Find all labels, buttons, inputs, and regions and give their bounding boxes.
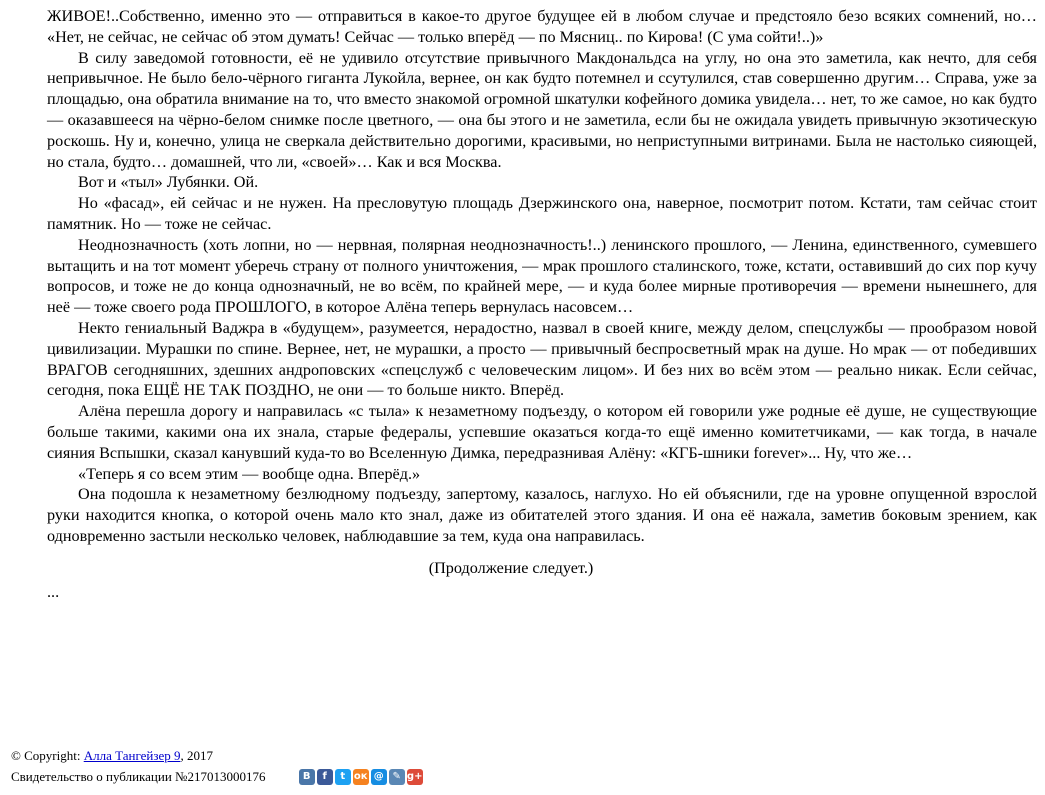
paragraph: Алёна перешла дорогу и направилась «с тыла» к незаметному подъезду, о котором ей говорили уже родные её душе, не существующие больше такими, какими она их знала, старые федералы, успевшие оказаться когда-то ещё именно комитетчиками, — как тогда, в начале сияния Вспышки, сказал канувший куда-то во Вселенную Димка, передразнивая Алёну: «КГБ-шники forever»... Ну, что же… — [47, 402, 1037, 462]
paragraph: Вот и «тыл» Лубянки. Ой. — [78, 173, 259, 192]
paragraph: В силу заведомой готовности, её не удивило отсутствие привычного Макдональдса на углу, но она это заметила, как нечто, для себя непривычное. Не было бело-чёрного гиганта Лукойла, вернее, он как будто потемнел и ссутулился, став совершенно другим… Справа, уже за площадью, она обратила внимание на то, что вместо знакомой огромной шкатулки кофейного домика увидела… нет, то же самое, но как будто — оказавшееся на чёрно-белом снимке после цветного, — она бы этого и не заметила, если бы не ожидала увидеть привычную экзотическую роскошь. Ну и, конечно, улица не сверкала действительно дорогими, красивыми, но неприступными витринами. Была не настолько сияющей, но стала, будто… домашней, что ли, «своей»… Как и вся Москва. — [47, 48, 1037, 171]
vkontakte-icon[interactable]: В — [299, 769, 315, 785]
paragraph: Некто гениальный Ваджра в «будущем», разумеется, нерадостно, назвал в своей книге, между делом, спецслужбы — прообразом новой цивилизации. Мурашки по спине. Вернее, нет, не мурашки, а просто — привычный беспросветный мрак на душе. Но мрак — от победивших ВРАГОВ сегодняшних, здешних андроповских «спецслужб с человеческим лицом». И без них во всём этом — реально никак. Если сейчас, сегодня, пока ЕЩЁ НЕ ТАК ПОЗДНО, не они — то больше никто. Вперёд. — [47, 318, 1037, 400]
continuation-note: (Продолжение следует.) — [428, 558, 594, 577]
copyright-line — [11, 745, 423, 766]
paragraph: «Теперь я со всем этим — вообще одна. Вперёд.» — [78, 464, 421, 483]
share-buttons — [299, 769, 423, 785]
copyright-prefix: © Copyright: — [11, 748, 84, 763]
googleplus-icon[interactable]: g+ — [407, 769, 423, 785]
paragraph: Но «фасад», ей сейчас и не нужен. На пресловутую площадь Дзержинского она, наверное, посмотрит потом. Кстати, там сейчас стоит памятник. Но — тоже не сейчас. — [47, 194, 1037, 233]
certificate-text: Свидетельство о публикации №217013000176 — [11, 769, 266, 784]
ellipsis: ... — [47, 582, 60, 601]
paragraph: ЖИВОЕ!..Собственно, именно это — отправиться в какое-то другое будущее ей в любом случае и предстояло безо всяких сомнений, но… «Нет, не сейчас, не сейчас об этом думать! Сейчас — только вперёд — по Мясниц.. по Кирова! (С ума сойти!..)» — [47, 7, 1037, 46]
paragraph: Она подошла к незаметному безлюдному подъезду, запертому, казалось, наглухо. Но ей объяснили, где на уровне опущенной взрослой руки находится кнопка, о которой очень мало кто знал, даже из обитателей этого здания. И она её нажала, заметив боковым зрением, как одновременно застыли несколько человек, наблюдавшие за тем, куда она направилась. — [47, 485, 1037, 545]
odnoklassniki-icon[interactable]: ок — [353, 769, 369, 785]
copyright-year: , 2017 — [180, 748, 213, 763]
article-text — [47, 6, 1037, 602]
footer — [11, 745, 423, 787]
paragraph: Неоднозначность (хоть лопни, но — нервная, полярная неоднозначность!..) ленинского прошлого, — Ленина, единственного, сумевшего вытащить и на тот момент уберечь страну от полного уничтожения, — мрак прошлого сталинского, тоже, кстати, оставивший до сих пор кучу вопросов, и тоже не до конца однозначный, не во всём, по крайней мере, — и куда более мирные противоречия — времени нынешнего, для неё — тоже своего рода ПРОШЛОГО, в которое Алёна теперь вернулась насовсем… — [47, 235, 1037, 317]
mailru-icon[interactable]: @ — [371, 769, 387, 785]
certificate-line — [11, 766, 423, 787]
livejournal-icon[interactable]: ✎ — [389, 769, 405, 785]
twitter-icon[interactable]: t — [335, 769, 351, 785]
facebook-icon[interactable]: f — [317, 769, 333, 785]
author-link[interactable]: Алла Тангейзер 9 — [83, 748, 181, 763]
